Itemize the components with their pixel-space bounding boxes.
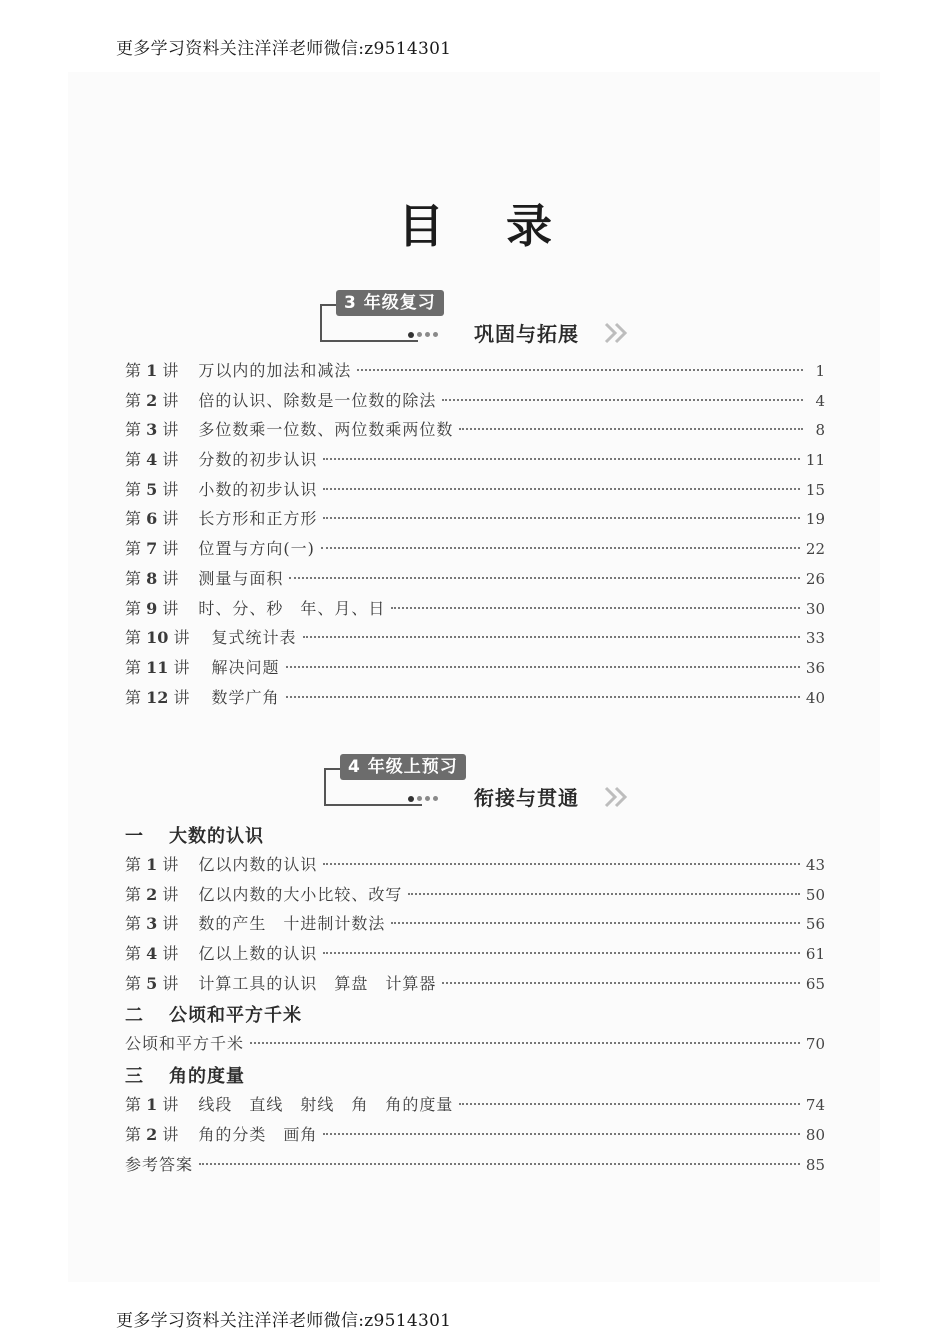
lecture-index: 1: [146, 361, 158, 380]
page-number: 61: [805, 945, 825, 964]
lecture-prefix: 第: [125, 450, 142, 470]
lecture-prefix: 第: [125, 598, 142, 618]
lecture-number: [125, 477, 178, 500]
toc-entry[interactable]: [125, 625, 825, 655]
entry-title: 数的产生 十进制计数法: [198, 914, 386, 934]
lecture-prefix: 第: [125, 1124, 142, 1144]
lecture-suffix: 讲: [173, 628, 190, 648]
page-title: 目录: [398, 199, 614, 253]
lecture-suffix: 讲: [162, 598, 179, 618]
entry-title: 亿以内数的大小比较、改写: [198, 884, 403, 904]
dot-leader: [323, 1133, 800, 1135]
page-number: 30: [805, 599, 825, 618]
lecture-prefix: 第: [125, 479, 142, 499]
lecture-index: 2: [146, 1124, 158, 1144]
lecture-suffix: 讲: [162, 1124, 179, 1144]
section1-header: [320, 290, 640, 354]
unit-index: 三: [125, 1066, 144, 1088]
unit-heading[interactable]: [125, 1000, 825, 1031]
entry-title: 复式统计表: [211, 628, 297, 648]
lecture-index: 4: [146, 944, 158, 964]
lecture-index: 8: [146, 568, 158, 588]
lecture-suffix: 讲: [162, 450, 179, 470]
dot-leader: [391, 922, 800, 924]
lecture-number: [125, 882, 178, 905]
unit-name: 大数的认识: [169, 826, 264, 847]
lecture-prefix: 第: [125, 628, 142, 648]
page-number: 70: [805, 1035, 825, 1054]
dot-leader: [199, 1163, 800, 1165]
lecture-prefix: 第: [125, 884, 142, 904]
lecture-index: 12: [146, 687, 169, 707]
unit-heading[interactable]: [125, 821, 825, 852]
dot-leader: [323, 488, 800, 490]
toc-entry[interactable]: [125, 596, 825, 626]
page-number: 33: [805, 629, 825, 648]
dot-leader: [323, 458, 800, 460]
lecture-number: [125, 911, 178, 934]
lecture-prefix: 第: [125, 687, 142, 707]
page-number: 50: [805, 885, 825, 904]
section1-toc: [125, 358, 825, 714]
lecture-prefix: 第: [125, 944, 142, 964]
lecture-number: [125, 506, 178, 529]
toc-entry[interactable]: [125, 447, 825, 477]
unit-name: 公顷和平方千米: [169, 1005, 302, 1027]
toc-entry[interactable]: [125, 971, 825, 1001]
dot-leader: [286, 696, 800, 698]
page-number: 36: [805, 658, 825, 677]
page-number: 22: [805, 540, 825, 559]
lecture-index: 3: [146, 914, 158, 934]
lecture-number: [125, 358, 178, 381]
double-chevron-right-icon: [604, 786, 630, 808]
entry-title: 测量与面积: [198, 568, 284, 588]
toc-entry[interactable]: [125, 685, 825, 715]
lecture-prefix: 第: [125, 855, 142, 874]
lecture-number: [125, 417, 178, 440]
entry-title: 亿以内数的认识: [198, 855, 318, 874]
lecture-index: 6: [146, 509, 158, 529]
entry-title: 解决问题: [211, 657, 280, 677]
toc-entry[interactable]: [125, 536, 825, 566]
lecture-suffix: 讲: [173, 687, 190, 707]
page-number: 40: [805, 688, 825, 707]
dot-leader: [286, 666, 800, 668]
section1-subtitle: 巩固与拓展: [474, 322, 579, 346]
dot-leader: [323, 863, 800, 865]
lecture-number: [125, 655, 189, 678]
lecture-suffix: 讲: [162, 944, 179, 964]
section2-header: [320, 754, 640, 818]
lecture-prefix: 第: [125, 568, 142, 588]
lecture-number: [125, 1122, 178, 1145]
lecture-number: [125, 1092, 178, 1115]
page-number: 43: [805, 856, 825, 874]
section2-subtitle: 衔接与贯通: [474, 786, 579, 810]
unit-index: 二: [125, 1005, 144, 1027]
entry-title: 多位数乘一位数、两位数乘两位数: [198, 420, 454, 440]
entry-title: 位置与方向(一): [198, 539, 315, 559]
lecture-prefix: 第: [125, 657, 142, 677]
lecture-number: [125, 852, 178, 875]
lecture-index: 4: [146, 450, 158, 470]
lecture-number: [125, 625, 189, 648]
page-number: 26: [805, 569, 825, 588]
lecture-number: [125, 447, 178, 470]
page-number: 15: [805, 480, 825, 499]
entry-title: 倍的认识、除数是一位数的除法: [198, 390, 437, 410]
lecture-suffix: 讲: [162, 509, 179, 529]
entry-title: 计算工具的认识 算盘 计算器: [198, 973, 437, 993]
dot-leader: [323, 952, 800, 954]
section1-badge: 3 年级复习: [336, 290, 444, 316]
entry-title: 万以内的加法和减法: [198, 361, 352, 380]
page-number: 11: [805, 451, 825, 470]
lecture-index: 7: [146, 539, 158, 559]
page-number: 8: [815, 421, 825, 440]
dot-leader: [357, 369, 803, 371]
lecture-index: 2: [146, 390, 158, 410]
dot-leader: [391, 607, 800, 609]
lecture-suffix: 讲: [162, 479, 179, 499]
double-chevron-right-icon: [604, 322, 630, 344]
lecture-prefix: 第: [125, 509, 142, 529]
entry-title: 角的分类 画角: [198, 1124, 318, 1144]
toc-entry[interactable]: [125, 1122, 825, 1152]
entry-title: 分数的初步认识: [198, 450, 318, 470]
toc-entry[interactable]: [125, 1152, 825, 1182]
watermark-bottom: 更多学习资料关注洋洋老师微信:z9514301: [116, 1311, 452, 1331]
lecture-index: 5: [146, 479, 158, 499]
toc-entry[interactable]: [125, 417, 825, 447]
unit-heading[interactable]: [125, 1061, 825, 1092]
dot-leader: [459, 428, 803, 430]
toc-entry[interactable]: [125, 655, 825, 685]
page-number: 65: [805, 974, 825, 993]
entry-title: 线段 直线 射线 角 角的度量: [198, 1095, 454, 1115]
dot-leader: [321, 547, 800, 549]
lecture-suffix: 讲: [162, 855, 179, 874]
dot-leader: [323, 517, 800, 519]
watermark-top: 更多学习资料关注洋洋老师微信:z9514301: [116, 39, 452, 59]
toc-entry[interactable]: [125, 506, 825, 536]
entry-title: 时、分、秒 年、月、日: [198, 598, 386, 618]
lecture-number: [125, 388, 178, 411]
page-number: 85: [805, 1155, 825, 1174]
page-number: 19: [805, 510, 825, 529]
lecture-prefix: 第: [125, 420, 142, 440]
toc-entry[interactable]: [125, 477, 825, 507]
toc-entry[interactable]: [125, 882, 825, 912]
lecture-suffix: 讲: [162, 973, 179, 993]
lecture-index: 11: [146, 657, 169, 677]
lecture-prefix: 第: [125, 361, 142, 380]
toc-entry[interactable]: [125, 388, 825, 418]
toc-entry[interactable]: [125, 941, 825, 971]
toc-entry[interactable]: [125, 358, 825, 388]
lecture-suffix: 讲: [173, 657, 190, 677]
lecture-suffix: 讲: [162, 1095, 179, 1115]
unit-name: 角的度量: [169, 1066, 245, 1088]
section2-toc: [125, 821, 825, 1181]
lecture-index: 2: [146, 884, 158, 904]
lecture-suffix: 讲: [162, 539, 179, 559]
lecture-index: 9: [146, 598, 158, 618]
page-number: 80: [805, 1125, 825, 1144]
toc-entry[interactable]: [125, 911, 825, 941]
toc-entry[interactable]: [125, 852, 825, 882]
page-number: 74: [805, 1096, 825, 1115]
toc-entry[interactable]: [125, 566, 825, 596]
dot-leader: [442, 399, 803, 401]
section2-badge: 4 年级上预习: [340, 754, 466, 780]
lecture-number: [125, 566, 178, 589]
lecture-index: 5: [146, 973, 158, 993]
dot-leader: [408, 893, 800, 895]
lecture-suffix: 讲: [162, 361, 179, 380]
entry-title: 公顷和平方千米: [125, 1034, 245, 1054]
lecture-number: [125, 971, 178, 994]
dot-leader: [250, 1042, 800, 1044]
lecture-prefix: 第: [125, 390, 142, 410]
lecture-number: [125, 941, 178, 964]
lecture-suffix: 讲: [162, 914, 179, 934]
dot-leader: [303, 636, 800, 638]
lecture-index: 1: [146, 1095, 158, 1115]
lecture-suffix: 讲: [162, 568, 179, 588]
page-number: 56: [805, 915, 825, 934]
toc-entry[interactable]: [125, 1092, 825, 1122]
lecture-prefix: 第: [125, 539, 142, 559]
entry-title: 小数的初步认识: [198, 479, 318, 499]
dot-leader: [459, 1103, 800, 1105]
section1-dots: [408, 332, 448, 340]
toc-entry[interactable]: [125, 1031, 825, 1061]
dot-leader: [289, 577, 800, 579]
entry-title: 参考答案: [125, 1154, 194, 1174]
lecture-index: 1: [146, 855, 158, 874]
section2-dots: [408, 796, 448, 804]
lecture-number: [125, 685, 189, 708]
lecture-suffix: 讲: [162, 884, 179, 904]
unit-index: 一: [125, 826, 144, 847]
lecture-prefix: 第: [125, 1095, 142, 1115]
lecture-suffix: 讲: [162, 420, 179, 440]
lecture-index: 3: [146, 420, 158, 440]
lecture-suffix: 讲: [162, 390, 179, 410]
entry-title: 亿以上数的认识: [198, 944, 318, 964]
page-number: 4: [815, 391, 825, 410]
lecture-index: 10: [146, 628, 169, 648]
page-number: 1: [815, 362, 825, 380]
entry-title: 长方形和正方形: [198, 509, 318, 529]
lecture-prefix: 第: [125, 914, 142, 934]
entry-title: 数学广角: [211, 687, 280, 707]
lecture-prefix: 第: [125, 973, 142, 993]
lecture-number: [125, 536, 178, 559]
dot-leader: [442, 982, 800, 984]
lecture-number: [125, 596, 178, 619]
